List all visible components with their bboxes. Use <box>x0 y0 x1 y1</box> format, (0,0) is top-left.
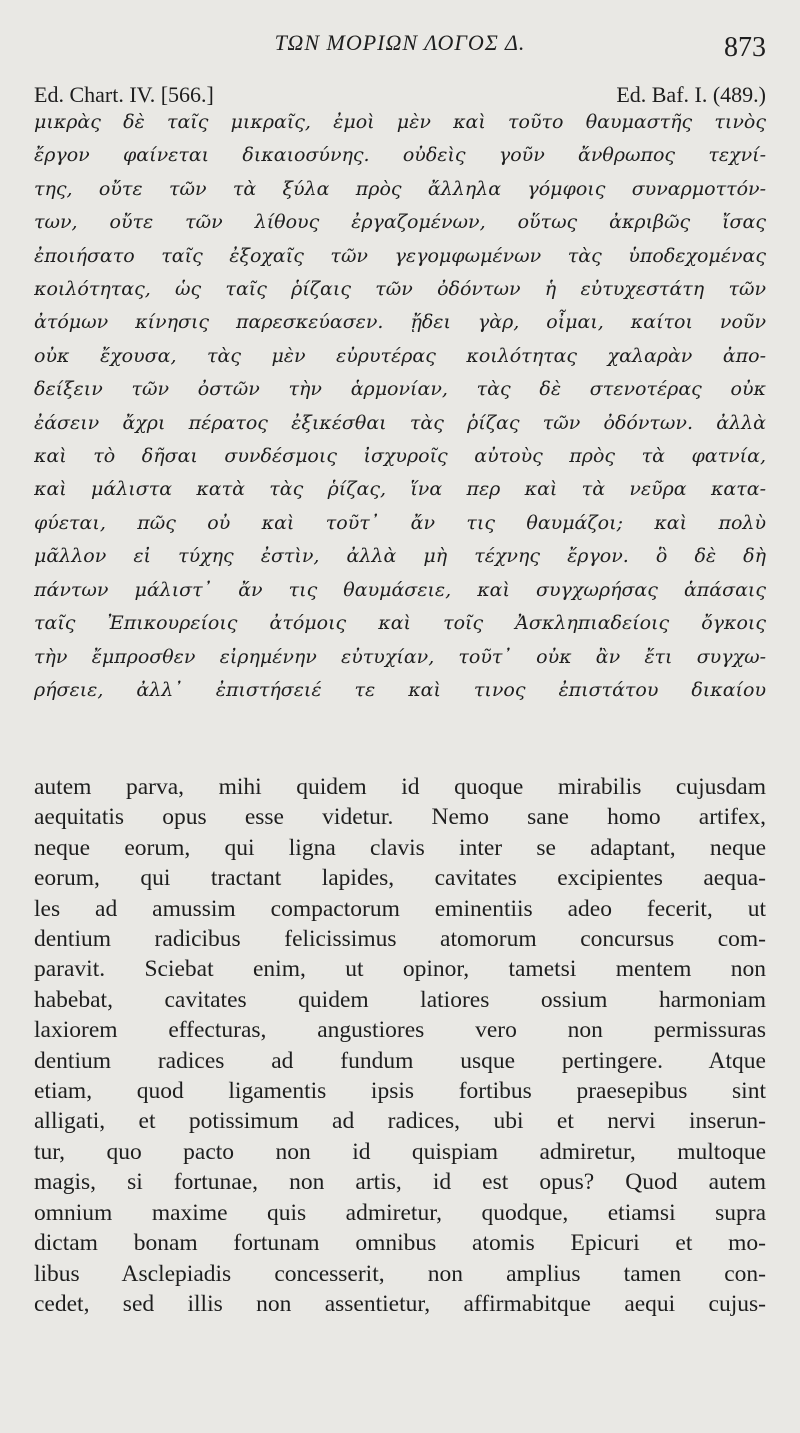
latin-line: omnium maxime quis admiretur, quodque, etiamsi supra <box>34 1199 766 1226</box>
greek-line: οὐκ ἔχουσα, τὰς μὲν εὐρυτέρας κοιλότητας χαλαρὰν ἀπο- <box>34 344 766 367</box>
latin-line: neque eorum, qui ligna clavis inter se adaptant, neque <box>34 834 766 861</box>
edition-reference-right: Ed. Baf. I. (489.) <box>616 82 766 107</box>
greek-line: ἐποιήσατο ταῖς ἐξοχαῖς τῶν γεγομφωμένων τὰς ὑποδεχομένας <box>34 244 766 267</box>
greek-line: των, οὔτε τῶν λίθους ἐργαζομένων, οὕτως ἀκριβῶς ἴσας <box>34 211 766 234</box>
greek-line: καὶ τὸ δῆσαι συνδέσμοις ἰσχυροῖς αὐτοὺς πρὸς τὰ φατνία, <box>34 445 766 468</box>
latin-line: dentium radices ad fundum usque pertingere. Atque <box>34 1047 766 1074</box>
latin-line: autem parva, mihi quidem id quoque mirabilis cujusdam <box>34 774 766 800</box>
latin-line: magis, si fortunae, non artis, id est opus? Quod autem <box>34 1169 766 1196</box>
page-number: 873 <box>724 32 766 63</box>
greek-line: δείξειν τῶν ὀστῶν τὴν ἁρμονίαν, τὰς δὲ στενοτέρας οὐκ <box>34 378 766 401</box>
latin-line: paravit. Sciebat enim, ut opinor, tametsi mentem non <box>34 956 766 983</box>
latin-text-block <box>34 772 766 1319</box>
greek-line: ρήσειε, ἀλλ᾿ ἐπιστήσειέ τε καὶ τινος ἐπιστάτου δικαίου <box>34 678 766 701</box>
latin-line: etiam, quod ligamentis ipsis fortibus praesepibus sint <box>34 1078 766 1105</box>
greek-line: ἔργον φαίνεται δικαιοσύνης. οὐδεὶς γοῦν ἄνθρωπος τεχνί- <box>34 144 766 167</box>
greek-text-block <box>34 106 766 707</box>
running-head: ΤΩΝ ΜΟΡΙΩΝ ΛΟΓΟΣ Δ. <box>274 30 526 55</box>
latin-line: eorum, qui tractant lapides, cavitates excipientes aequa- <box>34 865 766 892</box>
latin-line: laxiorem effecturas, angustiores vero non permissuras <box>34 1017 766 1044</box>
greek-line: ἀτόμων κίνησις παρεσκεύασεν. ᾔδει γὰρ, οἶμαι, καίτοι νοῦν <box>34 311 766 334</box>
latin-line: alligati, et potissimum ad radices, ubi et nervi inserun- <box>34 1108 766 1135</box>
latin-line: tur, quo pacto non id quispiam admiretur, multoque <box>34 1138 766 1165</box>
latin-line: libus Asclepiadis concesserit, non amplius tamen con- <box>34 1260 766 1287</box>
greek-line: κοιλότητας, ὡς ταῖς ῥίζαις τῶν ὀδόντων ἡ εὐτυχεστάτη τῶν <box>34 278 766 301</box>
greek-line: πάντων μάλιστ᾿ ἄν τις θαυμάσειε, καὶ συγχωρήσας ἁπάσαις <box>34 578 766 601</box>
latin-line: cedet, sed illis non assentietur, affirmabitque aequi cujus- <box>34 1290 766 1317</box>
greek-line: ἐάσειν ἄχρι πέρατος ἐξικέσθαι τὰς ῥίζας τῶν ὀδόντων. ἀλλὰ <box>34 411 766 434</box>
greek-line: ταῖς Ἐπικουρείοις ἀτόμοις καὶ τοῖς Ἀσκληπιαδείοις ὄγκοις <box>34 612 766 635</box>
edition-references <box>34 82 766 108</box>
greek-line: μικρὰς δὲ ταῖς μικραῖς, ἐμοὶ μὲν καὶ τοῦτο θαυμαστῆς τινὸς <box>34 111 766 133</box>
greek-line: μᾶλλον εἰ τύχης ἐστὶν, ἀλλὰ μὴ τέχνης ἔργον. ὃ δὲ δὴ <box>34 545 766 568</box>
latin-line: dictam bonam fortunam omnibus atomis Epicuri et mo- <box>34 1230 766 1257</box>
latin-line: dentium radicibus felicissimus atomorum concursus com- <box>34 926 766 953</box>
edition-reference-left: Ed. Chart. IV. [566.] <box>34 82 214 107</box>
latin-line: habebat, cavitates quidem latiores ossium harmoniam <box>34 986 766 1013</box>
latin-line: les ad amussim compactorum eminentiis adeo fecerit, ut <box>34 895 766 922</box>
greek-line: τὴν ἔμπροσθεν εἰρημένην εὐτυχίαν, τοῦτ᾿ οὐκ ἂν ἔτι συγχω- <box>34 645 766 668</box>
greek-line: της, οὔτε τῶν τὰ ξύλα πρὸς ἄλληλα γόμφοις συναρμοττόν- <box>34 177 766 200</box>
greek-line: φύεται, πῶς οὐ καὶ τοῦτ᾿ ἄν τις θαυμάζοι; καὶ πολὺ <box>34 511 766 534</box>
latin-line: aequitatis opus esse videtur. Nemo sane homo artifex, <box>34 804 766 831</box>
greek-line: καὶ μάλιστα κατὰ τὰς ῥίζας, ἵνα περ καὶ τὰ νεῦρα κατα- <box>34 478 766 501</box>
